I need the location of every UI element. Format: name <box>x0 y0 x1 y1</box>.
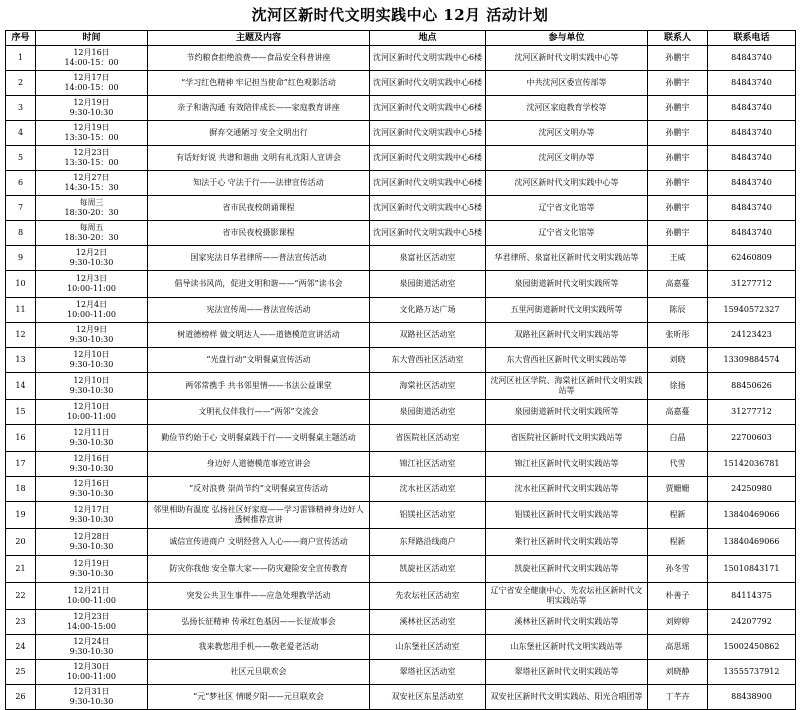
cell-phone: 84114375 <box>708 583 796 610</box>
cell-phone: 84843740 <box>708 146 796 171</box>
cell-phone: 84843740 <box>708 96 796 121</box>
cell-contact: 孙鹏宇 <box>648 46 708 71</box>
cell-unit: 锦江社区新时代文明实践站等 <box>486 452 648 477</box>
table-row <box>6 583 796 610</box>
cell-contact: 高嘉蔓 <box>648 271 708 298</box>
cell-phone: 15010843171 <box>708 556 796 583</box>
cell-hours: 10:00-11:00 <box>67 412 116 421</box>
cell-hours: 13:30-15：00 <box>64 158 119 167</box>
cell-contact: 孙鹏宇 <box>648 171 708 196</box>
cell-time <box>36 221 148 246</box>
cell-place: 溪林社区活动室 <box>370 610 486 635</box>
cell-theme: 宪法宣传周——普法宣传活动 <box>148 298 370 323</box>
cell-unit: 铝镁社区新时代文明实践站等 <box>486 502 648 529</box>
cell-contact: 高嘉蔓 <box>648 400 708 425</box>
cell-phone: 84843740 <box>708 171 796 196</box>
table-row <box>6 635 796 660</box>
cell-contact: 刘晓静 <box>648 660 708 685</box>
cell-time <box>36 271 148 298</box>
cell-hours: 9:30-10:30 <box>69 386 114 395</box>
table-row <box>6 348 796 373</box>
cell-theme: 身边好人道德模范事迹宣讲会 <box>148 452 370 477</box>
cell-place: 泉园街道活动室 <box>370 400 486 425</box>
cell-unit: 华君律所、泉富社区新时代文明实践站等 <box>486 246 648 271</box>
cell-hours: 9:30-10:30 <box>69 515 114 524</box>
cell-place: 铝镁社区活动室 <box>370 502 486 529</box>
cell-phone: 24250980 <box>708 477 796 502</box>
cell-hours: 9:30-10:30 <box>69 569 114 578</box>
cell-seq: 21 <box>6 556 36 583</box>
cell-place: 泉富社区活动室 <box>370 246 486 271</box>
cell-unit: 山东堡社区新时代文明实践站等 <box>486 635 648 660</box>
cell-unit: 省医院社区新时代文明实践站等 <box>486 425 648 452</box>
cell-hours: 18:30-20：30 <box>64 208 119 217</box>
cell-theme: 突发公共卫生事件——应急处理教学活动 <box>148 583 370 610</box>
cell-phone: 31277712 <box>708 271 796 298</box>
cell-theme: 社区元旦联欢会 <box>148 660 370 685</box>
cell-unit: 翠塔社区新时代文明实践站等 <box>486 660 648 685</box>
header-time: 时间 <box>36 31 148 46</box>
cell-phone: 84843740 <box>708 46 796 71</box>
cell-phone: 24207792 <box>708 610 796 635</box>
cell-place: 沈河区新时代文明实践中心6楼 <box>370 46 486 71</box>
cell-contact: 孙鹏宇 <box>648 71 708 96</box>
cell-place: 省医院社区活动室 <box>370 425 486 452</box>
cell-date: 12月19日 <box>73 123 110 132</box>
cell-date: 12月28日 <box>73 532 110 541</box>
cell-seq: 25 <box>6 660 36 685</box>
cell-place: 沈河区新时代文明实践中心6楼 <box>370 171 486 196</box>
cell-date: 12月10日 <box>73 402 110 411</box>
cell-phone: 88438900 <box>708 685 796 710</box>
cell-theme: 倡导读书风尚，促进文明和谐——“两邻”读书会 <box>148 271 370 298</box>
cell-theme: “光盘行动”文明餐桌宣传活动 <box>148 348 370 373</box>
cell-date: 12月4日 <box>75 300 108 309</box>
cell-phone: 84843740 <box>708 221 796 246</box>
cell-theme: 文明礼仪伴我行——“两邻”交流会 <box>148 400 370 425</box>
cell-seq: 22 <box>6 583 36 610</box>
cell-seq: 15 <box>6 400 36 425</box>
cell-contact: 程新 <box>648 502 708 529</box>
cell-hours: 14:00-15:00 <box>67 622 116 631</box>
header-place: 地点 <box>370 31 486 46</box>
cell-time <box>36 610 148 635</box>
table-row <box>6 425 796 452</box>
cell-time <box>36 373 148 400</box>
cell-phone: 13555737912 <box>708 660 796 685</box>
cell-seq: 17 <box>6 452 36 477</box>
table-row <box>6 502 796 529</box>
cell-place: 泉园街道活动室 <box>370 271 486 298</box>
table-row <box>6 477 796 502</box>
cell-unit: 沈河区新时代文明实践中心等 <box>486 46 648 71</box>
cell-unit: 五里河街道新时代文明实践所等 <box>486 298 648 323</box>
cell-seq: 23 <box>6 610 36 635</box>
cell-theme: 弘扬长征精神 传承红色基因——长征故事会 <box>148 610 370 635</box>
cell-seq: 20 <box>6 529 36 556</box>
cell-phone: 13840469066 <box>708 529 796 556</box>
cell-date: 12月17日 <box>73 73 110 82</box>
cell-place: 双路社区活动室 <box>370 323 486 348</box>
cell-time <box>36 635 148 660</box>
cell-phone: 84843740 <box>708 71 796 96</box>
cell-time <box>36 46 148 71</box>
cell-seq: 10 <box>6 271 36 298</box>
cell-place: 沈河区新时代文明实践中心5楼 <box>370 121 486 146</box>
cell-theme: 国家宪法日华君律所——普法宣传活动 <box>148 246 370 271</box>
cell-place: 沈河区新时代文明实践中心6楼 <box>370 71 486 96</box>
cell-phone: 15002450862 <box>708 635 796 660</box>
cell-date: 12月27日 <box>73 173 110 182</box>
cell-unit: 沈河区家庭教育学校等 <box>486 96 648 121</box>
cell-time <box>36 196 148 221</box>
cell-time <box>36 583 148 610</box>
cell-date: 12月23日 <box>73 612 110 621</box>
cell-seq: 7 <box>6 196 36 221</box>
cell-date: 12月21日 <box>73 586 110 595</box>
cell-phone: 84843740 <box>708 121 796 146</box>
table-row <box>6 452 796 477</box>
cell-unit: 莱行社区新时代文明实践站等 <box>486 529 648 556</box>
cell-date: 12月9日 <box>75 325 108 334</box>
header-phone: 联系电话 <box>708 31 796 46</box>
cell-hours: 10:00-11:00 <box>67 310 116 319</box>
cell-contact: 朴善子 <box>648 583 708 610</box>
cell-contact: 丁芊卉 <box>648 685 708 710</box>
table-row <box>6 46 796 71</box>
cell-phone: 84843740 <box>708 196 796 221</box>
cell-unit: 溪林社区新时代文明实践站等 <box>486 610 648 635</box>
cell-phone: 13309884574 <box>708 348 796 373</box>
table-row <box>6 660 796 685</box>
cell-date: 12月10日 <box>73 376 110 385</box>
cell-theme: 邻里相助有温度 弘扬社区好家庭——学习雷锋精神身边好人透树推荐宣讲 <box>148 502 370 529</box>
cell-date: 12月30日 <box>73 662 110 671</box>
cell-date: 12月19日 <box>73 98 110 107</box>
cell-unit: 沈河区社区学院、海棠社区新时代文明实践站等 <box>486 373 648 400</box>
cell-seq: 1 <box>6 46 36 71</box>
cell-contact: 刘晓 <box>648 348 708 373</box>
cell-contact: 孙鹏宇 <box>648 196 708 221</box>
cell-time <box>36 246 148 271</box>
cell-time <box>36 96 148 121</box>
cell-time <box>36 146 148 171</box>
activity-plan-table <box>5 30 796 710</box>
cell-theme: 我来教您用手机——敬老爱老活动 <box>148 635 370 660</box>
cell-contact: 代雪 <box>648 452 708 477</box>
cell-hours: 10:00-11:00 <box>67 284 116 293</box>
cell-seq: 19 <box>6 502 36 529</box>
header-seq: 序号 <box>6 31 36 46</box>
cell-hours: 9:30-10:30 <box>69 647 114 656</box>
table-row <box>6 556 796 583</box>
cell-time <box>36 685 148 710</box>
cell-contact: 贾姗姗 <box>648 477 708 502</box>
cell-theme: “元”梦社区 情暖夕阳——元旦联欢会 <box>148 685 370 710</box>
cell-hours: 14:00-15：00 <box>64 58 119 67</box>
cell-time <box>36 298 148 323</box>
cell-hours: 13:30-15：00 <box>64 133 119 142</box>
cell-seq: 8 <box>6 221 36 246</box>
cell-theme: 树道德榜样 做文明达人——道德模范宣讲活动 <box>148 323 370 348</box>
header-contact: 联系人 <box>648 31 708 46</box>
cell-theme: 亲子和谐沟通 有效陪伴成长——家庭教育讲座 <box>148 96 370 121</box>
cell-contact: 刘婷婷 <box>648 610 708 635</box>
cell-place: 沈河区新时代文明实践中心6楼 <box>370 96 486 121</box>
cell-theme: 摒弃交通陋习 安全文明出行 <box>148 121 370 146</box>
cell-seq: 2 <box>6 71 36 96</box>
cell-seq: 18 <box>6 477 36 502</box>
cell-unit: 辽宁省文化馆等 <box>486 221 648 246</box>
cell-contact: 孙鹏宇 <box>648 221 708 246</box>
cell-date: 12月24日 <box>73 637 110 646</box>
cell-contact: 孙鹏宇 <box>648 121 708 146</box>
cell-theme: 省市民夜校朗诵课程 <box>148 196 370 221</box>
cell-theme: 两邻常携手 共书邻里情——书法公益课堂 <box>148 373 370 400</box>
cell-date: 12月16日 <box>73 479 110 488</box>
cell-place: 翠塔社区活动室 <box>370 660 486 685</box>
cell-time <box>36 121 148 146</box>
cell-unit: 辽宁省安全健康中心、先农坛社区新时代文明实践站等 <box>486 583 648 610</box>
cell-theme: 省市民夜校摄影课程 <box>148 221 370 246</box>
cell-seq: 9 <box>6 246 36 271</box>
cell-contact: 徐扬 <box>648 373 708 400</box>
cell-unit: 双安社区新时代文明实践站、阳光合唱团等 <box>486 685 648 710</box>
cell-place: 凯旋社区活动室 <box>370 556 486 583</box>
cell-time <box>36 71 148 96</box>
cell-phone: 88450626 <box>708 373 796 400</box>
cell-time <box>36 400 148 425</box>
cell-hours: 9:30-10:30 <box>69 489 114 498</box>
cell-place: 锦江社区活动室 <box>370 452 486 477</box>
cell-hours: 9:30-10:30 <box>69 258 114 267</box>
table-row <box>6 121 796 146</box>
cell-unit: 沈水社区新时代文明实践站等 <box>486 477 648 502</box>
cell-place: 沈河区新时代文明实践中心5楼 <box>370 196 486 221</box>
cell-hours: 9:30-10:30 <box>69 360 114 369</box>
cell-hours: 9:30-10:30 <box>69 438 114 447</box>
cell-seq: 5 <box>6 146 36 171</box>
table-row <box>6 196 796 221</box>
cell-hours: 9:30-10:30 <box>69 697 114 706</box>
table-row <box>6 373 796 400</box>
cell-date: 12月2日 <box>75 248 108 257</box>
table-row <box>6 271 796 298</box>
cell-date: 每周五 <box>79 223 104 232</box>
cell-place: 文化路万达广场 <box>370 298 486 323</box>
cell-unit: 凯旋社区新时代文明实践站等 <box>486 556 648 583</box>
header-theme: 主题及内容 <box>148 31 370 46</box>
cell-theme: 知法于心 守法于行——法律宣传活动 <box>148 171 370 196</box>
table-row <box>6 71 796 96</box>
cell-contact: 孙鹏宇 <box>648 146 708 171</box>
cell-phone: 24123423 <box>708 323 796 348</box>
cell-phone: 15142036781 <box>708 452 796 477</box>
cell-hours: 18:30-20：30 <box>64 233 119 242</box>
cell-date: 12月11日 <box>73 428 110 437</box>
cell-time <box>36 323 148 348</box>
cell-unit: 沈河区文明办等 <box>486 121 648 146</box>
cell-date: 12月23日 <box>73 148 110 157</box>
cell-time <box>36 529 148 556</box>
cell-time <box>36 502 148 529</box>
cell-date: 12月10日 <box>73 350 110 359</box>
cell-place: 沈河区新时代文明实践中心5楼 <box>370 221 486 246</box>
cell-hours: 14:00-15：00 <box>64 83 119 92</box>
document-title: 沈河区新时代文明实践中心 12月 活动计划 <box>251 6 549 24</box>
cell-place: 沈水社区活动室 <box>370 477 486 502</box>
cell-time <box>36 425 148 452</box>
cell-theme: 勤俭节约始于心 文明餐桌践于行——文明餐桌主题活动 <box>148 425 370 452</box>
cell-seq: 26 <box>6 685 36 710</box>
cell-phone: 22700603 <box>708 425 796 452</box>
cell-seq: 12 <box>6 323 36 348</box>
cell-unit: 双路社区新时代文明实践站等 <box>486 323 648 348</box>
cell-unit: 泉园街道新时代文明实践所等 <box>486 271 648 298</box>
table-row <box>6 685 796 710</box>
cell-theme: “学习红色精神 牢记担当使命”红色观影活动 <box>148 71 370 96</box>
cell-time <box>36 452 148 477</box>
table-row <box>6 171 796 196</box>
table-row <box>6 610 796 635</box>
cell-theme: ”反对浪费 崇尚节约”文明餐桌宣传活动 <box>148 477 370 502</box>
cell-date: 12月3日 <box>75 274 108 283</box>
cell-contact: 程新 <box>648 529 708 556</box>
cell-hours: 14:30-15：30 <box>64 183 119 192</box>
cell-hours: 10:00-11:00 <box>67 672 116 681</box>
cell-place: 双安社区东星活动室 <box>370 685 486 710</box>
cell-time <box>36 477 148 502</box>
table-header-row <box>6 31 796 46</box>
table-row <box>6 400 796 425</box>
cell-seq: 11 <box>6 298 36 323</box>
cell-seq: 14 <box>6 373 36 400</box>
cell-seq: 3 <box>6 96 36 121</box>
cell-theme: 诚信宣传进商户 文明经营入人心——商户宣传活动 <box>148 529 370 556</box>
cell-phone: 13840469066 <box>708 502 796 529</box>
cell-place: 东大营西社区活动室 <box>370 348 486 373</box>
cell-date: 每周三 <box>79 198 104 207</box>
cell-unit: 中共沈河区委宣传部等 <box>486 71 648 96</box>
cell-contact: 张昕彤 <box>648 323 708 348</box>
cell-time <box>36 348 148 373</box>
cell-place: 海棠社区活动室 <box>370 373 486 400</box>
cell-date: 12月19日 <box>73 559 110 568</box>
cell-place: 东拜路沿线商户 <box>370 529 486 556</box>
table-row <box>6 529 796 556</box>
cell-contact: 孙冬雪 <box>648 556 708 583</box>
cell-hours: 9:30-10:30 <box>69 108 114 117</box>
cell-phone: 31277712 <box>708 400 796 425</box>
table-row <box>6 298 796 323</box>
cell-contact: 高思瑶 <box>648 635 708 660</box>
cell-seq: 4 <box>6 121 36 146</box>
cell-phone: 62460809 <box>708 246 796 271</box>
header-unit: 参与单位 <box>486 31 648 46</box>
table-row <box>6 323 796 348</box>
cell-theme: 有话好好说 共谱和谐曲 文明有礼沈阳人宣讲会 <box>148 146 370 171</box>
cell-contact: 白晶 <box>648 425 708 452</box>
cell-place: 山东堡社区活动室 <box>370 635 486 660</box>
cell-theme: 节约粮食拒绝浪费——食品安全科普讲座 <box>148 46 370 71</box>
cell-date: 12月16日 <box>73 454 110 463</box>
cell-theme: 防灾你我他 安全靠大家——防灾避险安全宣传教育 <box>148 556 370 583</box>
cell-unit: 东大营西社区新时代文明实践站等 <box>486 348 648 373</box>
cell-unit: 辽宁省文化馆等 <box>486 196 648 221</box>
table-row <box>6 246 796 271</box>
cell-hours: 10:00-11:00 <box>67 596 116 605</box>
cell-contact: 孙鹏宇 <box>648 96 708 121</box>
cell-time <box>36 556 148 583</box>
cell-date: 12月16日 <box>73 48 110 57</box>
cell-unit: 沈河区文明办等 <box>486 146 648 171</box>
cell-time <box>36 660 148 685</box>
cell-unit: 沈河区新时代文明实践中心等 <box>486 171 648 196</box>
cell-seq: 6 <box>6 171 36 196</box>
cell-place: 先农坛社区活动室 <box>370 583 486 610</box>
table-row <box>6 146 796 171</box>
table-row <box>6 221 796 246</box>
cell-hours: 9:30-10:30 <box>69 542 114 551</box>
cell-date: 12月17日 <box>73 505 110 514</box>
table-row <box>6 96 796 121</box>
cell-phone: 15940572327 <box>708 298 796 323</box>
cell-hours: 9:30-10:30 <box>69 335 114 344</box>
cell-seq: 16 <box>6 425 36 452</box>
cell-seq: 24 <box>6 635 36 660</box>
cell-time <box>36 171 148 196</box>
cell-contact: 陈辰 <box>648 298 708 323</box>
cell-unit: 泉园街道新时代文明实践所等 <box>486 400 648 425</box>
cell-contact: 王威 <box>648 246 708 271</box>
cell-hours: 9:30-10:30 <box>69 464 114 473</box>
cell-seq: 13 <box>6 348 36 373</box>
cell-date: 12月31日 <box>73 687 110 696</box>
cell-place: 沈河区新时代文明实践中心6楼 <box>370 146 486 171</box>
